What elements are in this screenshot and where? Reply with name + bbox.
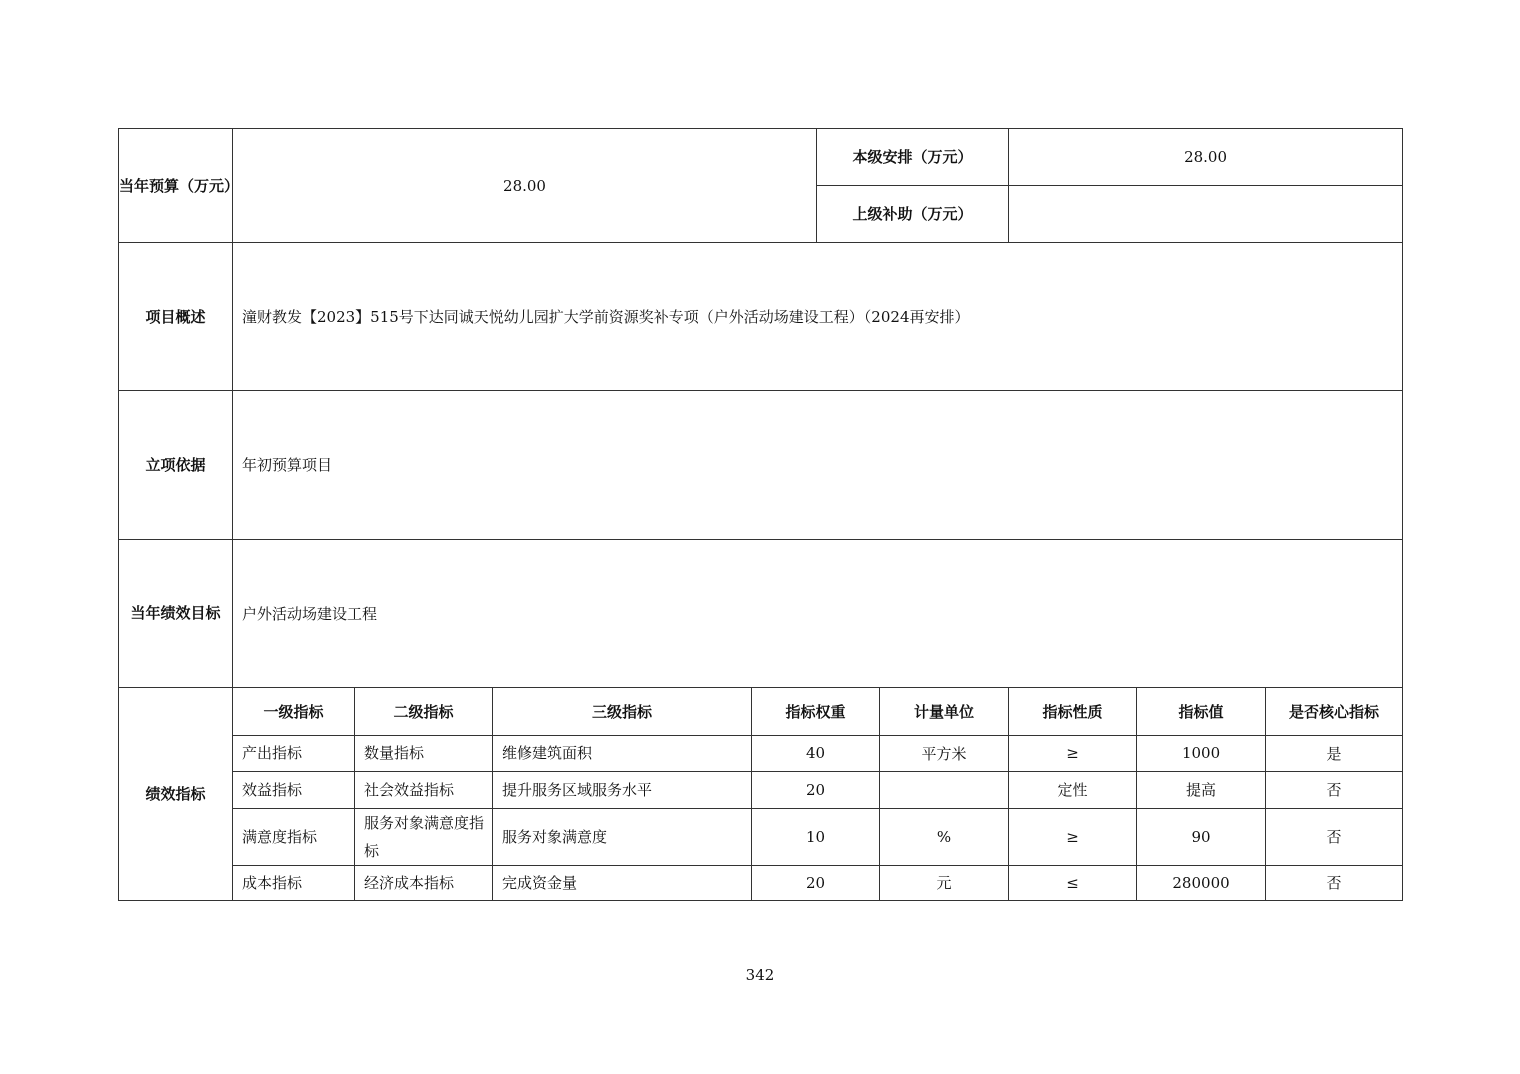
superior-subsidy-value xyxy=(1009,186,1403,243)
table-row xyxy=(119,735,1403,771)
header-nature: 指标性质 xyxy=(1009,687,1137,735)
row-weight: 20 xyxy=(752,865,880,900)
row-level2: 服务对象满意度指标 xyxy=(355,808,493,865)
row-level2: 社会效益指标 xyxy=(355,771,493,808)
header-level3: 三级指标 xyxy=(493,687,752,735)
header-unit: 计量单位 xyxy=(880,687,1009,735)
header-core: 是否核心指标 xyxy=(1266,687,1403,735)
row-weight: 40 xyxy=(752,735,880,771)
goal-label: 当年绩效目标 xyxy=(119,539,233,687)
row-unit xyxy=(880,771,1009,808)
row-unit: 元 xyxy=(880,865,1009,900)
overview-label: 项目概述 xyxy=(119,243,233,391)
row-nature: 定性 xyxy=(1009,771,1137,808)
indicators-label: 绩效指标 xyxy=(119,687,233,900)
row-unit: 平方米 xyxy=(880,735,1009,771)
superior-subsidy-label: 上级补助（万元） xyxy=(817,186,1009,243)
header-level1: 一级指标 xyxy=(233,687,355,735)
row-nature: ≥ xyxy=(1009,735,1137,771)
basis-label: 立项依据 xyxy=(119,391,233,539)
header-weight: 指标权重 xyxy=(752,687,880,735)
header-level2: 二级指标 xyxy=(355,687,493,735)
row-weight: 20 xyxy=(752,771,880,808)
row-level3: 维修建筑面积 xyxy=(493,735,752,771)
row-level1: 效益指标 xyxy=(233,771,355,808)
row-core: 否 xyxy=(1266,865,1403,900)
row-value: 280000 xyxy=(1137,865,1266,900)
row-core: 否 xyxy=(1266,771,1403,808)
page-number: 342 xyxy=(745,966,775,984)
local-allocation-label: 本级安排（万元） xyxy=(817,129,1009,186)
annual-budget-label: 当年预算（万元） xyxy=(119,129,233,243)
row-value: 90 xyxy=(1137,808,1266,865)
goal-text: 户外活动场建设工程 xyxy=(233,539,1403,687)
table-row xyxy=(119,865,1403,900)
basis-row xyxy=(119,391,1403,539)
row-value: 1000 xyxy=(1137,735,1266,771)
row-level1: 满意度指标 xyxy=(233,808,355,865)
header-value: 指标值 xyxy=(1137,687,1266,735)
row-unit: % xyxy=(880,808,1009,865)
row-core: 否 xyxy=(1266,808,1403,865)
table-row xyxy=(119,808,1403,865)
row-level3: 服务对象满意度 xyxy=(493,808,752,865)
local-allocation-value: 28.00 xyxy=(1009,129,1403,186)
row-nature: ≥ xyxy=(1009,808,1137,865)
project-performance-table xyxy=(118,128,1403,901)
goal-row xyxy=(119,539,1403,687)
row-level3: 提升服务区域服务水平 xyxy=(493,771,752,808)
row-nature: ≤ xyxy=(1009,865,1137,900)
row-level1: 产出指标 xyxy=(233,735,355,771)
basis-text: 年初预算项目 xyxy=(233,391,1403,539)
row-core: 是 xyxy=(1266,735,1403,771)
overview-text: 潼财教发【2023】515号下达同诚天悦幼儿园扩大学前资源奖补专项（户外活动场建设工程）（2024再安排） xyxy=(233,243,1403,391)
row-level2: 数量指标 xyxy=(355,735,493,771)
row-level3: 完成资金量 xyxy=(493,865,752,900)
row-weight: 10 xyxy=(752,808,880,865)
row-level1: 成本指标 xyxy=(233,865,355,900)
indicator-header-row xyxy=(119,687,1403,735)
annual-budget-value: 28.00 xyxy=(233,129,817,243)
overview-row xyxy=(119,243,1403,391)
row-value: 提高 xyxy=(1137,771,1266,808)
budget-row-local xyxy=(119,129,1403,186)
row-level2: 经济成本指标 xyxy=(355,865,493,900)
table-row xyxy=(119,771,1403,808)
